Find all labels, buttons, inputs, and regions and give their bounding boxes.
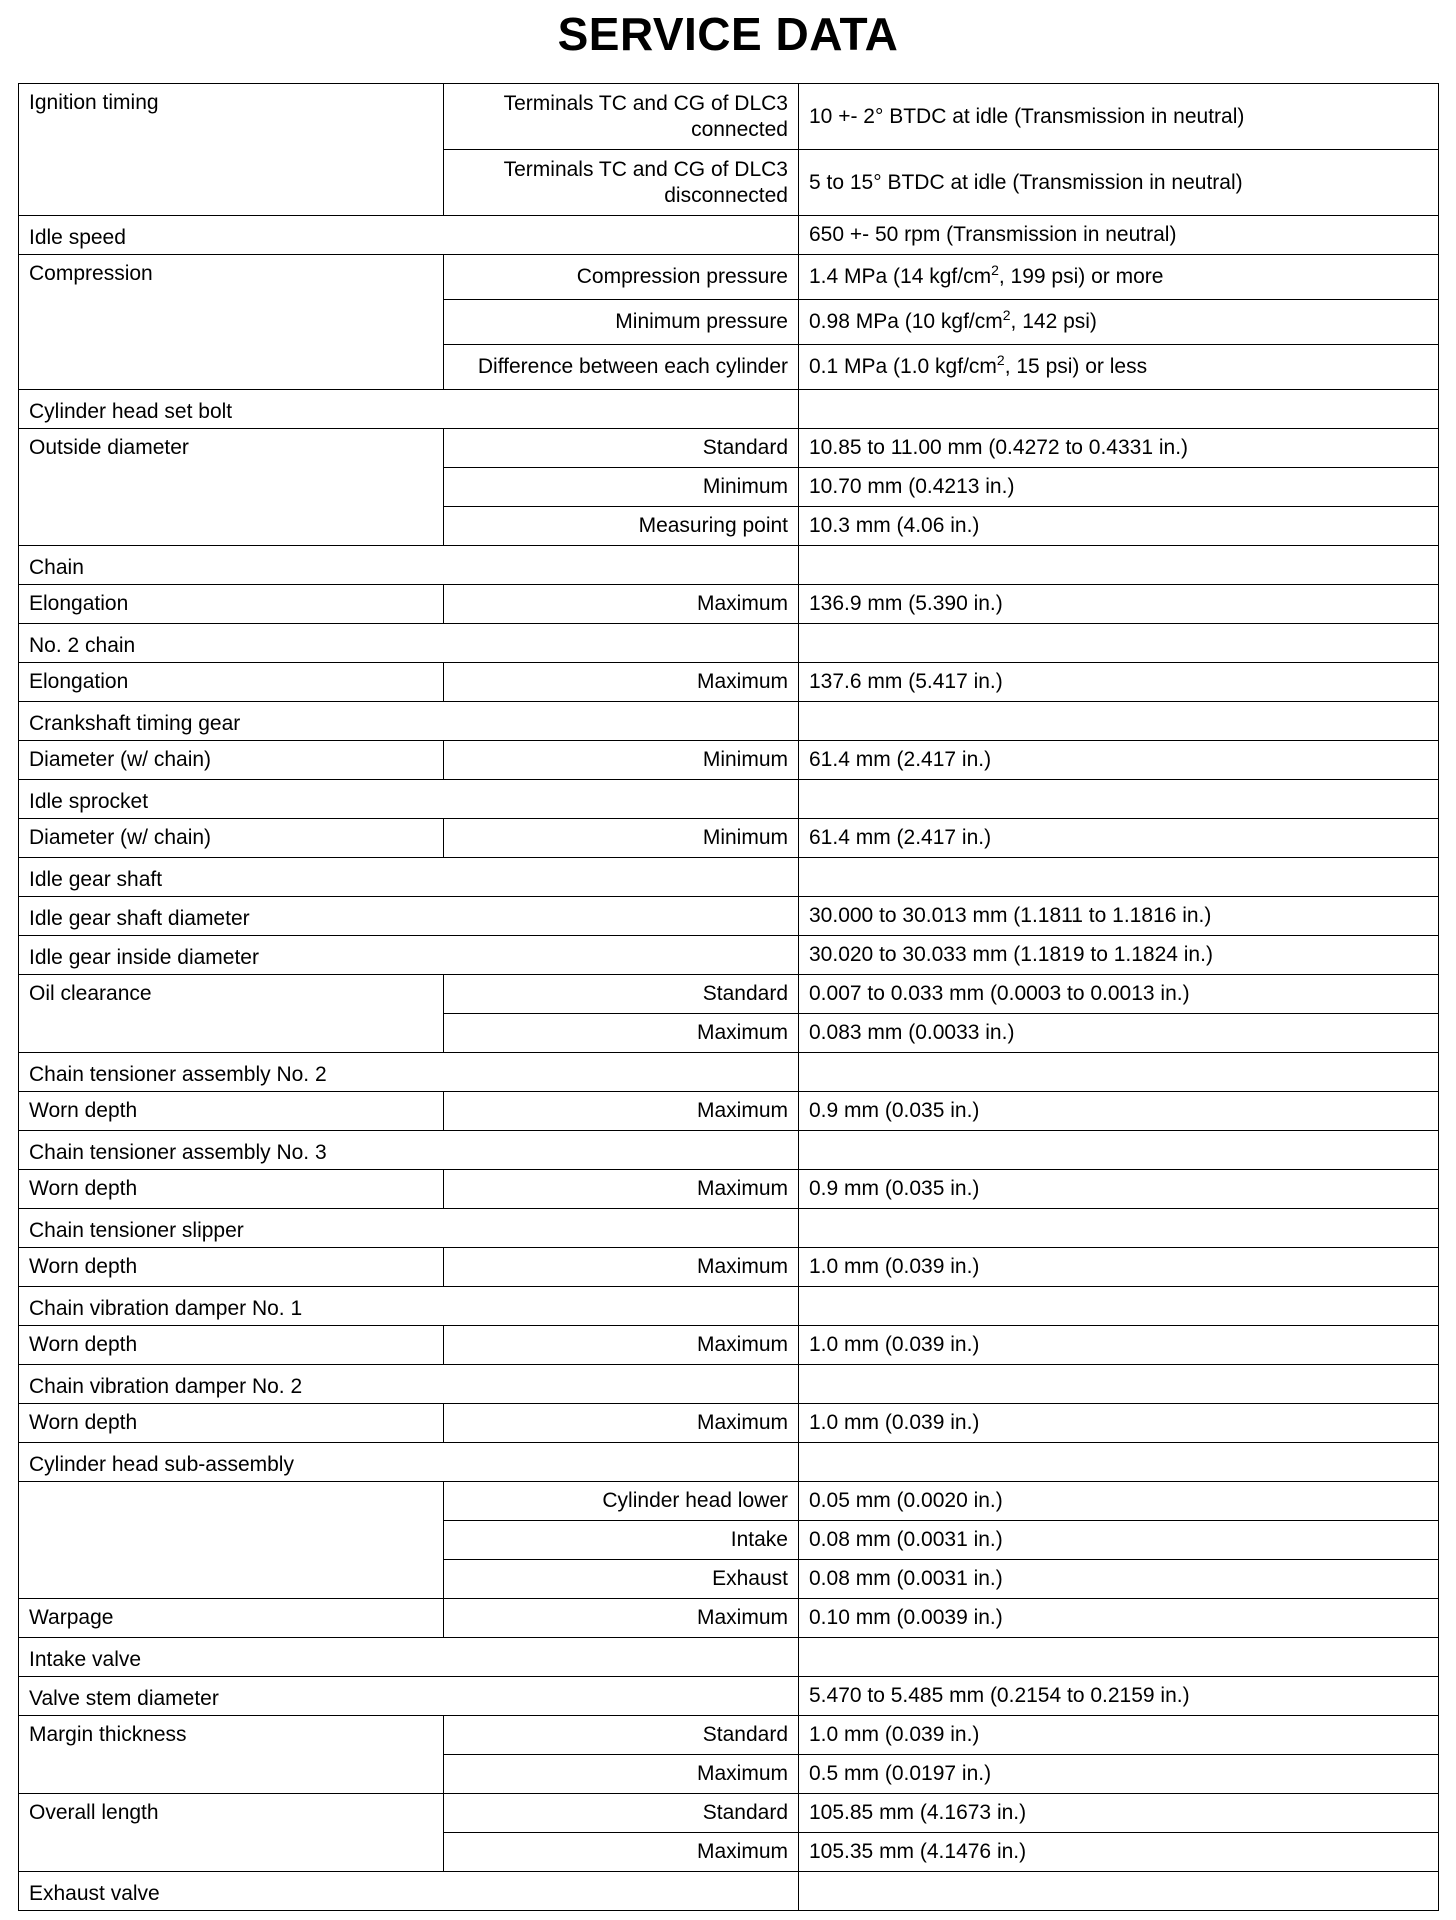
value-superscript: 2 [1002,307,1011,323]
table-row [19,819,1439,858]
spec-value: 61.4 mm (2.417 in.) [799,741,1439,780]
section-heading: Intake valve [19,1638,799,1677]
spec-value: 650 +- 50 rpm (Transmission in neutral) [799,216,1439,255]
empty-cell [799,546,1439,585]
empty-cell [799,1872,1439,1911]
spec-value: 61.4 mm (2.417 in.) [799,819,1439,858]
table-row [19,1170,1439,1209]
spec-label: Compression pressure [444,255,799,300]
table-row [19,390,1439,429]
section-heading: Chain tensioner slipper [19,1209,799,1248]
item-ignition-timing: Ignition timing [19,84,444,216]
empty-cell [799,780,1439,819]
item-compression: Compression [19,255,444,390]
spec-label: Terminals TC and CG of DLC3 connected [444,84,799,150]
table-row [19,1443,1439,1482]
item-label: Diameter (w/ chain) [19,819,444,858]
value-text: 0.1 MPa (1.0 kgf/cm [809,355,997,378]
spec-label: Maximum [444,1833,799,1872]
spec-label: Cylinder head lower [444,1482,799,1521]
spec-value: 105.85 mm (4.1673 in.) [799,1794,1439,1833]
spec-label: Maximum [444,1092,799,1131]
empty-cell [799,624,1439,663]
spec-value [799,255,1439,300]
spec-label: Measuring point [444,507,799,546]
spec-value: 0.9 mm (0.035 in.) [799,1092,1439,1131]
empty-cell [799,1638,1439,1677]
spec-label: Standard [444,429,799,468]
spec-value: 105.35 mm (4.1476 in.) [799,1833,1439,1872]
table-row [19,1287,1439,1326]
table-row [19,216,1439,255]
table-row [19,897,1439,936]
spec-value: 1.0 mm (0.039 in.) [799,1248,1439,1287]
table-row [19,858,1439,897]
table-row [19,975,1439,1014]
item-label: Warpage [19,1599,444,1638]
spec-value: 1.0 mm (0.039 in.) [799,1404,1439,1443]
table-row [19,1053,1439,1092]
item-label: Worn depth [19,1326,444,1365]
spec-value: 0.08 mm (0.0031 in.) [799,1521,1439,1560]
section-heading: No. 2 chain [19,624,799,663]
section-heading: Chain [19,546,799,585]
table-row [19,1404,1439,1443]
value-text: , 199 psi) or more [998,265,1164,288]
spec-value: 1.0 mm (0.039 in.) [799,1716,1439,1755]
item-label: Valve stem diameter [19,1677,799,1716]
table-row [19,1794,1439,1833]
value-text: , 15 psi) or less [1004,355,1148,378]
table-row [19,741,1439,780]
section-heading: Crankshaft timing gear [19,702,799,741]
spec-label: Minimum [444,819,799,858]
spec-value: 137.6 mm (5.417 in.) [799,663,1439,702]
table-row [19,1638,1439,1677]
spec-value: 10 +- 2° BTDC at idle (Transmission in neutral) [799,84,1439,150]
spec-label: Maximum [444,1170,799,1209]
spec-label: Standard [444,1716,799,1755]
item-label: Worn depth [19,1092,444,1131]
spec-value: 10.70 mm (0.4213 in.) [799,468,1439,507]
section-heading: Chain tensioner assembly No. 3 [19,1131,799,1170]
empty-cell [799,1365,1439,1404]
spec-label: Terminals TC and CG of DLC3 disconnected [444,150,799,216]
spec-value: 136.9 mm (5.390 in.) [799,585,1439,624]
table-row [19,663,1439,702]
spec-label: Minimum pressure [444,300,799,345]
empty-cell [799,1131,1439,1170]
item-oil-clearance: Oil clearance [19,975,444,1053]
spec-label: Minimum [444,468,799,507]
table-row [19,1599,1439,1638]
item-label: Worn depth [19,1170,444,1209]
spec-label: Maximum [444,1248,799,1287]
empty-cell [799,1053,1439,1092]
spec-value: 10.3 mm (4.06 in.) [799,507,1439,546]
section-heading: Idle gear shaft [19,858,799,897]
spec-label: Maximum [444,1326,799,1365]
table-row [19,1248,1439,1287]
section-heading: Exhaust valve [19,1872,799,1911]
table-row [19,546,1439,585]
spec-value: 0.5 mm (0.0197 in.) [799,1755,1439,1794]
table-row [19,255,1439,300]
table-row [19,780,1439,819]
table-row [19,1677,1439,1716]
empty-cell [19,1482,444,1599]
section-heading: Cylinder head sub-assembly [19,1443,799,1482]
empty-cell [799,702,1439,741]
spec-label: Intake [444,1521,799,1560]
item-label: Worn depth [19,1404,444,1443]
table-row [19,1482,1439,1521]
item-label: Diameter (w/ chain) [19,741,444,780]
item-idle-speed: Idle speed [19,216,799,255]
spec-label: Maximum [444,1755,799,1794]
item-label: Idle gear shaft diameter [19,897,799,936]
section-heading: Cylinder head set bolt [19,390,799,429]
spec-value: 5 to 15° BTDC at idle (Transmission in neutral) [799,150,1439,216]
spec-label: Maximum [444,585,799,624]
empty-cell [799,1287,1439,1326]
spec-value: 0.08 mm (0.0031 in.) [799,1560,1439,1599]
item-outside-diameter: Outside diameter [19,429,444,546]
section-heading: Idle sprocket [19,780,799,819]
spec-value: 30.000 to 30.013 mm (1.1811 to 1.1816 in.) [799,897,1439,936]
item-label: Idle gear inside diameter [19,936,799,975]
spec-label: Standard [444,1794,799,1833]
spec-label: Standard [444,975,799,1014]
table-row [19,1872,1439,1911]
spec-label: Maximum [444,663,799,702]
spec-label: Exhaust [444,1560,799,1599]
table-row [19,624,1439,663]
value-text: 0.98 MPa (10 kgf/cm [809,310,1003,333]
spec-label: Difference between each cylinder [444,345,799,390]
value-superscript: 2 [991,262,999,278]
item-label: Elongation [19,585,444,624]
spec-value [799,300,1439,345]
empty-cell [799,1443,1439,1482]
table-row [19,1092,1439,1131]
service-data-table [18,83,1439,1911]
empty-cell [799,1209,1439,1248]
empty-cell [799,390,1439,429]
item-label: Worn depth [19,1248,444,1287]
spec-label: Maximum [444,1014,799,1053]
table-row [19,1716,1439,1755]
spec-value: 0.10 mm (0.0039 in.) [799,1599,1439,1638]
section-heading: Chain tensioner assembly No. 2 [19,1053,799,1092]
table-row [19,702,1439,741]
value-text: , 142 psi) [1010,310,1097,333]
page-title: SERVICE DATA [557,8,899,60]
spec-value: 0.007 to 0.033 mm (0.0003 to 0.0013 in.) [799,975,1439,1014]
item-overall-length: Overall length [19,1794,444,1872]
spec-value: 0.9 mm (0.035 in.) [799,1170,1439,1209]
table-row [19,936,1439,975]
spec-value: 30.020 to 30.033 mm (1.1819 to 1.1824 in.) [799,936,1439,975]
spec-label: Minimum [444,741,799,780]
value-superscript: 2 [996,352,1005,368]
table-row [19,1326,1439,1365]
item-label: Elongation [19,663,444,702]
spec-value: 5.470 to 5.485 mm (0.2154 to 0.2159 in.) [799,1677,1439,1716]
table-row [19,1209,1439,1248]
spec-value: 0.083 mm (0.0033 in.) [799,1014,1439,1053]
spec-value: 1.0 mm (0.039 in.) [799,1326,1439,1365]
spec-value: 0.05 mm (0.0020 in.) [799,1482,1439,1521]
table-row [19,429,1439,468]
spec-label: Maximum [444,1404,799,1443]
table-row [19,1131,1439,1170]
table-row [19,1365,1439,1404]
section-heading: Chain vibration damper No. 2 [19,1365,799,1404]
spec-label: Maximum [444,1599,799,1638]
table-row [19,585,1439,624]
empty-cell [799,858,1439,897]
spec-value [799,345,1439,390]
value-text: 1.4 MPa (14 kgf/cm [809,265,992,288]
table-row [19,84,1439,150]
spec-value: 10.85 to 11.00 mm (0.4272 to 0.4331 in.) [799,429,1439,468]
item-margin-thickness: Margin thickness [19,1716,444,1794]
section-heading: Chain vibration damper No. 1 [19,1287,799,1326]
